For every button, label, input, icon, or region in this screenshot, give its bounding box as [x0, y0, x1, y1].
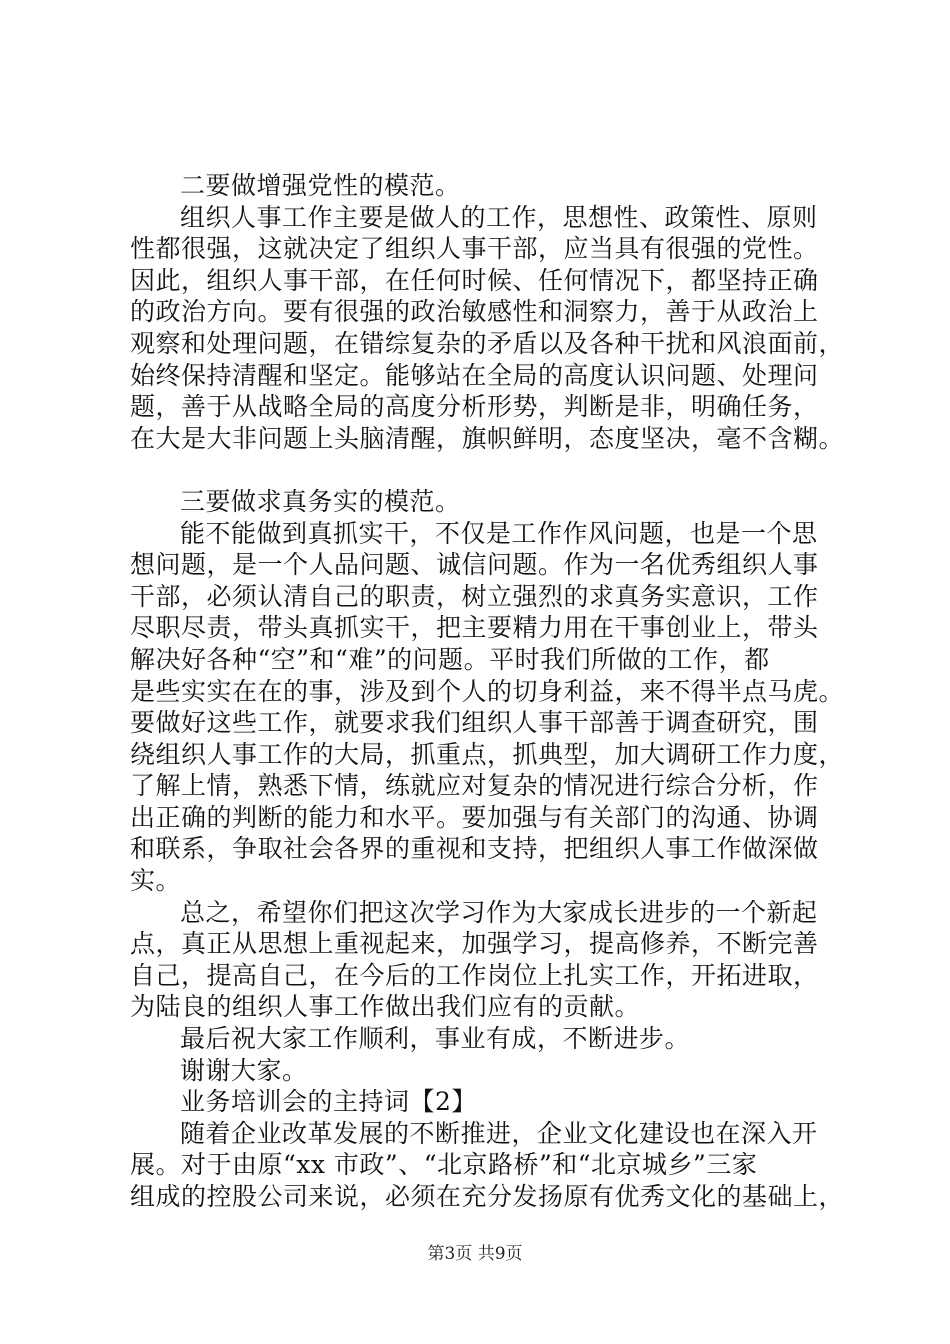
text-line: 和联系，争取社会各界的重视和支持，把组织人事工作做深做 [130, 834, 819, 864]
text-line: 组织人事工作主要是做人的工作，思想性、政策性、原则 [180, 202, 818, 232]
text-line: 三要做求真务实的模范。 [180, 486, 461, 516]
text-line: 最后祝大家工作顺利，事业有成，不断进步。 [180, 1024, 691, 1054]
text-line: 因此，组织人事干部，在任何时候、任何情况下，都坚持正确 [130, 265, 819, 295]
text-line: 随着企业改革发展的不断推进，企业文化建设也在深入开 [180, 1118, 818, 1148]
text-line: 自己，提高自己，在今后的工作岗位上扎实工作，开拓进取， [130, 960, 819, 990]
text-line: 二要做增强党性的模范。 [180, 171, 461, 200]
text-line: 的政治方向。要有很强的政治敏感性和洞察力，善于从政治上 [130, 297, 819, 327]
text-line: 想问题，是一个人品问题、诚信问题。作为一名优秀组织人事 [130, 550, 819, 580]
document-body [130, 170, 845, 1213]
page-footer: 第3页 共9页 [427, 1244, 523, 1264]
text-line: 解决好各种“空”和“难”的问题。平时我们所做的工作，都 [130, 644, 770, 674]
text-line: 展。对于由原“xx 市政”、“北京路桥”和“北京城乡”三家 [130, 1150, 758, 1180]
text-line: 性都很强，这就决定了组织人事干部，应当具有很强的党性。 [130, 234, 819, 264]
text-line: 组成的控股公司来说，必须在充分发扬原有优秀文化的基础上， [130, 1182, 845, 1211]
text-line: 尽职尽责，带头真抓实干，把主要精力用在干事创业上，带头 [130, 613, 819, 643]
text-line: 了解上情，熟悉下情，练就应对复杂的情况进行综合分析，作 [130, 771, 819, 801]
text-line: 始终保持清醒和坚定。能够站在全局的高度认识问题、处理问 [130, 360, 819, 390]
text-line: 为陆良的组织人事工作做出我们应有的贡献。 [130, 992, 641, 1022]
text-line: 在大是大非问题上头脑清醒，旗帜鲜明，态度坚决，毫不含糊。 [130, 423, 845, 453]
text-line: 干部，必须认清自己的职责，树立强烈的求真务实意识，工作 [130, 581, 819, 611]
blank-line [130, 454, 830, 486]
text-line: 业务培训会的主持词【2】 [180, 1087, 477, 1117]
text-line: 要做好这些工作，就要求我们组织人事干部善于调查研究，围 [130, 708, 819, 738]
text-line: 总之，希望你们把这次学习作为大家成长进步的一个新起 [180, 897, 818, 927]
text-line: 题，善于从战略全局的高度分析形势，判断是非，明确任务， [130, 392, 819, 422]
text-line: 出正确的判断的能力和水平。要加强与有关部门的沟通、协调 [130, 802, 819, 832]
text-line: 实。 [130, 866, 182, 896]
text-line: 点，真正从思想上重视起来，加强学习，提高修养，不断完善 [130, 929, 819, 959]
text-line: 能不能做到真抓实干，不仅是工作作风问题，也是一个思 [180, 518, 818, 548]
text-line: 谢谢大家。 [180, 1055, 308, 1085]
text-line: 绕组织人事工作的大局，抓重点，抓典型，加大调研工作力度， [130, 739, 845, 769]
text-line: 观察和处理问题，在错综复杂的矛盾以及各种干扰和风浪面前， [130, 328, 845, 358]
text-line: 是些实实在在的事，涉及到个人的切身利益，来不得半点马虎。 [130, 676, 845, 706]
